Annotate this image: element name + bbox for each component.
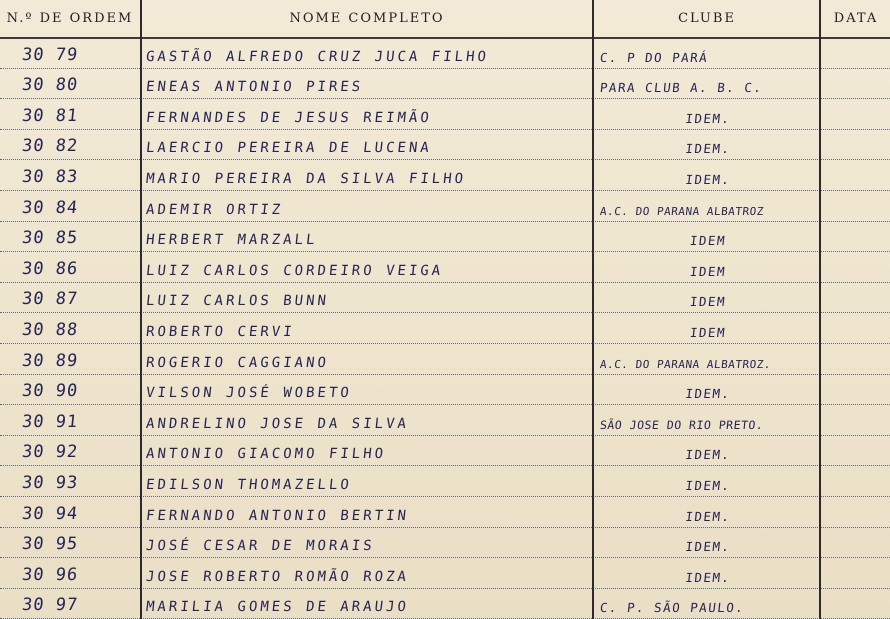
full-name: ROBERTO CERVI	[145, 323, 296, 340]
club-name: PARA CLUB A. B. C.	[599, 80, 764, 96]
ledger-row	[0, 313, 890, 344]
order-number: 30 97	[20, 595, 80, 616]
order-number: 30 79	[20, 44, 80, 65]
ledger-row	[0, 466, 890, 497]
ledger-row	[0, 252, 890, 283]
order-number: 30 95	[20, 534, 80, 555]
full-name: ANTONIO GIACOMO FILHO	[145, 446, 387, 463]
order-number: 30 80	[20, 75, 80, 96]
full-name: MARIO PEREIRA DA SILVA FILHO	[145, 170, 467, 187]
full-name: HERBERT MARZALL	[145, 232, 319, 249]
full-name: LUIZ CARLOS BUNN	[145, 293, 330, 310]
full-name: FERNANDO ANTONIO BERTIN	[145, 507, 410, 524]
full-name: GASTÃO ALFREDO CRUZ JUCA FILHO	[145, 48, 490, 65]
column-divider	[819, 0, 821, 619]
header-row	[0, 0, 890, 38]
column-header-date: DATA	[833, 11, 879, 26]
column-header-order-number: N.º DE ORDEM	[6, 11, 134, 26]
ledger-row	[0, 497, 890, 528]
ledger-row	[0, 69, 890, 100]
order-number: 30 86	[20, 258, 80, 279]
club-name: SÃO JOSE DO RIO PRETO.	[599, 417, 765, 432]
column-header-club: CLUBE	[678, 11, 736, 26]
ledger-row	[0, 130, 890, 161]
full-name: JOSE ROBERTO ROMÃO ROZA	[145, 568, 410, 585]
order-number: 30 89	[20, 350, 80, 371]
column-divider	[140, 0, 142, 619]
club-name: IDEM.	[684, 110, 732, 126]
order-number: 30 90	[20, 381, 80, 402]
full-name: ANDRELINO JOSE DA SILVA	[145, 415, 410, 432]
order-number: 30 85	[20, 228, 80, 249]
club-name: A.C. DO PARANA ALBATROZ.	[599, 357, 772, 371]
club-name: IDEM.	[684, 141, 732, 157]
ledger-row	[0, 558, 890, 589]
ledger-row	[0, 405, 890, 436]
full-name: FERNANDES DE JESUS REIMÃO	[145, 109, 433, 126]
club-name: IDEM.	[684, 508, 732, 524]
full-name: MARILIA GOMES DE ARAUJO	[145, 599, 410, 616]
ledger-row	[0, 589, 890, 619]
column-header-full-name: NOME COMPLETO	[289, 11, 445, 26]
club-name: C. P. SÃO PAULO.	[599, 600, 746, 616]
ledger-row	[0, 222, 890, 253]
full-name: ENEAS ANTONIO PIRES	[145, 79, 364, 96]
ledger-row	[0, 191, 890, 222]
club-name: IDEM.	[684, 539, 732, 555]
order-number: 30 92	[20, 442, 80, 463]
ledger-row	[0, 99, 890, 130]
club-name: IDEM.	[684, 569, 732, 585]
ledger-row	[0, 344, 890, 375]
club-name: IDEM.	[684, 477, 732, 493]
order-number: 30 84	[20, 197, 80, 218]
ledger-row	[0, 283, 890, 314]
order-number: 30 81	[20, 105, 80, 126]
full-name: ROGERIO CAGGIANO	[145, 354, 330, 371]
ledger-row	[0, 375, 890, 406]
full-name: LAERCIO PEREIRA DE LUCENA	[145, 140, 433, 157]
full-name: LUIZ CARLOS CORDEIRO VEIGA	[145, 262, 444, 279]
full-name: JOSÉ CESAR DE MORAIS	[145, 538, 376, 555]
club-name: C. P DO PARÁ	[599, 49, 710, 65]
full-name: EDILSON THOMAZELLO	[145, 476, 353, 493]
club-name: IDEM	[689, 263, 727, 279]
club-name: IDEM.	[684, 171, 732, 187]
club-name: IDEM.	[684, 386, 732, 402]
ledger-row	[0, 38, 890, 69]
order-number: 30 87	[20, 289, 80, 310]
club-name: IDEM	[689, 294, 727, 310]
order-number: 30 88	[20, 319, 80, 340]
ledger-row	[0, 528, 890, 559]
club-name: IDEM	[689, 324, 727, 340]
order-number: 30 83	[20, 166, 80, 187]
order-number: 30 91	[20, 411, 80, 432]
club-name: A.C. DO PARANA ALBATROZ	[599, 204, 765, 218]
order-number: 30 96	[20, 564, 80, 585]
order-number: 30 93	[20, 472, 80, 493]
club-name: IDEM	[689, 233, 727, 249]
club-name: IDEM.	[684, 447, 732, 463]
full-name: VILSON JOSÉ WOBETO	[145, 385, 353, 402]
order-number: 30 94	[20, 503, 80, 524]
ledger-row	[0, 160, 890, 191]
order-number: 30 82	[20, 136, 80, 157]
ledger-row	[0, 436, 890, 467]
column-divider	[592, 0, 594, 619]
full-name: ADEMIR ORTIZ	[145, 201, 284, 218]
